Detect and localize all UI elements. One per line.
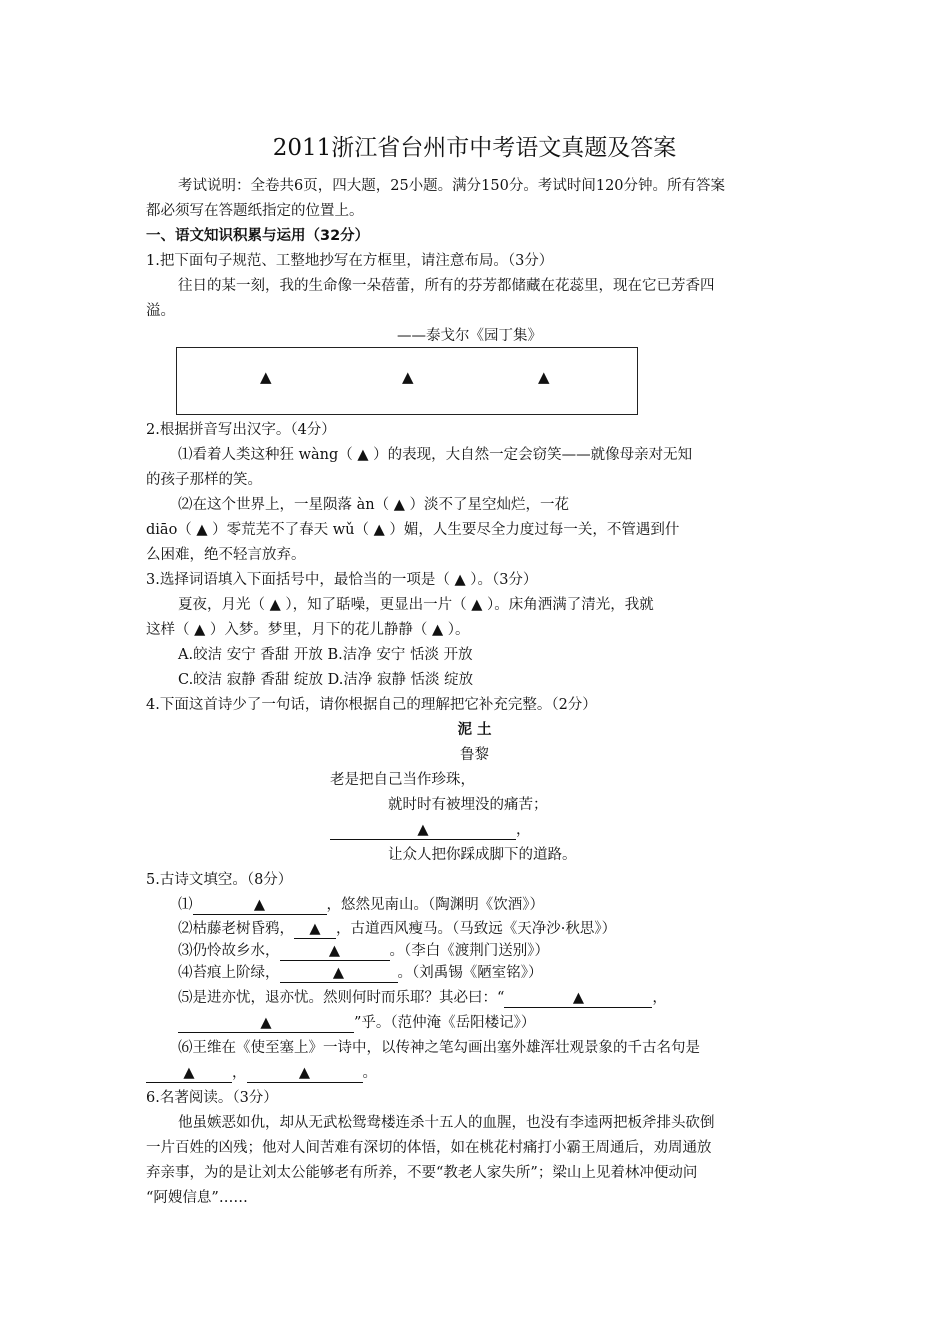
question-1-quote-line-1: 往日的某一刻，我的生命像一朵蓓蕾，所有的芬芳都储藏在花蕊里，现在它已芳香四	[178, 278, 715, 294]
item-5-blank-1[interactable]: ▲	[504, 990, 652, 1008]
poem-blank[interactable]: ▲	[330, 822, 516, 840]
item-4-suffix: 。（刘禹锡《陋室铭》）	[397, 965, 543, 981]
answer-mark-3: ▲	[538, 368, 550, 386]
question-3-options-ab: A.皎洁 安宁 香甜 开放 B.洁净 安宁 恬淡 开放	[178, 647, 473, 663]
item-1-blank[interactable]: ▲	[193, 897, 327, 915]
question-3-line-1: 夏夜，月光（ ▲ ），知了聒噪，更显出一片（ ▲ ）。床角洒满了清光，我就	[178, 597, 654, 613]
exam-instructions-line-2: 都必须写在答题纸指定的位置上。	[146, 203, 364, 219]
question-3-line-2: 这样（ ▲ ）入梦。梦里，月下的花儿静静（ ▲ ）。	[146, 622, 470, 638]
poem-line-1: 老是把自己当作珍珠，	[330, 772, 475, 788]
item-5-suffix: ，	[652, 990, 667, 1006]
question-1-quote-line-2: 溢。	[146, 303, 175, 319]
question-6-passage-line-2: 一片百姓的凶残；他对人间苦难有深切的体悟，如在桃花村痛打小霸王周通后，劝周通放	[146, 1140, 712, 1156]
item-2-blank[interactable]: ▲	[294, 921, 336, 939]
item-2-suffix: ，古道西风瘦马。（马致远《天净沙·秋思》）	[336, 921, 617, 937]
answer-mark-2: ▲	[402, 368, 414, 386]
poem-title: 泥 土	[457, 722, 492, 738]
page-title: 2011浙江省台州市中考语文真题及答案	[272, 135, 677, 161]
question-6-prompt: 6.名著阅读。（3分）	[146, 1090, 278, 1106]
poem-missing-line	[330, 820, 531, 840]
question-1-prompt: 1.把下面句子规范、工整地抄写在方框里，请注意布局。（3分）	[146, 253, 554, 269]
item-2-prefix: ⑵枯藤老树昏鸦，	[178, 921, 294, 937]
item-4-prefix: ⑷苔痕上阶绿，	[178, 965, 280, 981]
poem-line-4: 让众人把你踩成脚下的道路。	[388, 847, 577, 863]
item-6-comma: ，	[232, 1065, 247, 1081]
question-5-item-4	[178, 963, 543, 983]
item-6-end: 。	[362, 1065, 377, 1081]
item-3-suffix: 。（李白《渡荆门送别》）	[389, 943, 549, 959]
question-2-prompt: 2.根据拼音写出汉字。（4分）	[146, 422, 336, 438]
question-3-options-cd: C.皎洁 寂静 香甜 绽放 D.洁净 寂静 恬淡 绽放	[178, 672, 474, 688]
item-1-suffix: ，悠然见南山。（陶渊明《饮酒》）	[326, 897, 544, 913]
item-3-prefix: ⑶仍怜故乡水，	[178, 943, 280, 959]
item-6-blank-1[interactable]: ▲	[146, 1065, 232, 1083]
question-3-prompt: 3.选择词语填入下面括号中，最恰当的一项是（ ▲ ）。（3分）	[146, 572, 538, 588]
question-5-item-2	[178, 919, 616, 939]
question-5-item-5-continued	[178, 1013, 535, 1033]
question-5-item-6-continued	[146, 1063, 377, 1083]
section-1-heading: 一、语文知识积累与运用（32分）	[146, 228, 370, 244]
item-6-blank-2[interactable]: ▲	[247, 1065, 363, 1083]
item-4-blank[interactable]: ▲	[280, 965, 398, 983]
question-2-line-2: 的孩子那样的笑。	[146, 472, 262, 488]
question-5-item-5	[178, 988, 667, 1008]
question-1-attribution: ——泰戈尔《园丁集》	[397, 328, 542, 344]
item-5b-suffix: ”乎。（范仲淹《岳阳楼记》）	[354, 1015, 536, 1031]
item-5-prefix: ⑸是进亦忧，退亦忧。然则何时而乐耶？其必曰：“	[178, 990, 505, 1006]
question-2-line-4: diāo（ ▲ ）零荒芜不了春天 wǔ（ ▲ ）媚，人生要尽全力度过每一关，不管遇到什	[146, 522, 680, 538]
question-5-item-3	[178, 941, 549, 961]
question-6-passage-line-1: 他虽嫉恶如仇，却从无武松鸳鸯楼连杀十五人的血腥，也没有李逵两把板斧排头砍倒	[178, 1115, 715, 1131]
question-2-line-3: ⑵在这个世界上，一星陨落 àn（ ▲ ）淡不了星空灿烂，一花	[178, 497, 569, 513]
item-5-blank-2[interactable]: ▲	[178, 1015, 354, 1033]
question-6-passage-line-3: 弃亲事，为的是让刘太公能够老有所养，不要“教老人家失所”；梁山上见着林冲便动问	[146, 1165, 698, 1181]
poem-author: 鲁黎	[460, 747, 489, 763]
item-3-blank[interactable]: ▲	[280, 943, 390, 961]
item-1-prefix: ⑴	[178, 897, 193, 913]
poem-line-2: 就时时有被埋没的痛苦；	[388, 797, 548, 813]
question-2-line-5: 么困难，绝不轻言放弃。	[146, 547, 306, 563]
question-4-prompt: 4.下面这首诗少了一句话，请你根据自己的理解把它补充完整。（2分）	[146, 697, 597, 713]
poem-blank-suffix: ，	[516, 822, 531, 838]
exam-instructions-line-1: 考试说明：全卷共6页，四大题，25小题。满分150分。考试时间120分钟。所有答案	[178, 178, 726, 194]
question-6-passage-line-4: “阿嫂信息”……	[146, 1190, 248, 1206]
question-5-prompt: 5.古诗文填空。（8分）	[146, 872, 293, 888]
question-5-item-6: ⑹王维在《使至塞上》一诗中，以传神之笔勾画出塞外雄浑壮观景象的千古名句是	[178, 1040, 700, 1056]
question-2-line-1: ⑴看着人类这种狂 wàng（ ▲ ）的表现，大自然一定会窃笑——就像母亲对无知	[178, 447, 693, 463]
question-5-item-1	[178, 895, 544, 915]
answer-mark-1: ▲	[260, 368, 272, 386]
